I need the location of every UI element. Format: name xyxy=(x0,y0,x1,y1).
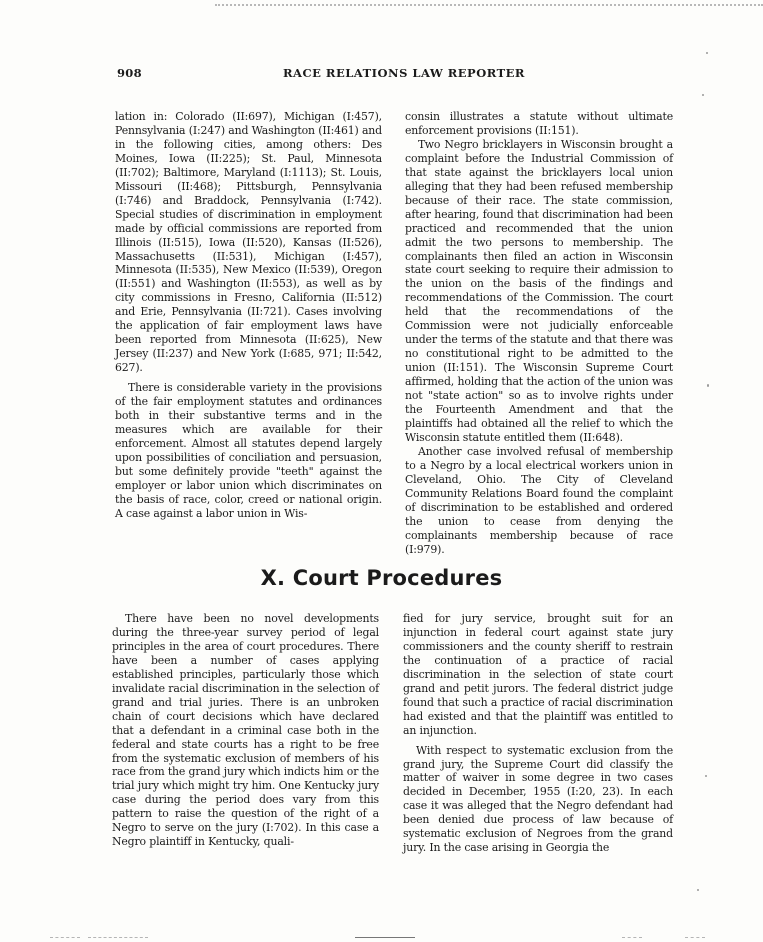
scan-speck xyxy=(702,94,704,96)
section-heading: X. Court Procedures xyxy=(260,566,503,590)
scan-speck xyxy=(697,889,699,891)
scan-top-border xyxy=(215,4,763,6)
lower-right-column xyxy=(403,612,673,855)
paragraph: lation in: Colorado (II:697), Michigan (I:457), Pennsylvania (I:247) and Washington (II:461) and in the following cities, among others: Des Moines, Iowa (II:225); St. Paul, Minnesota (II:702); Baltimore, Maryland (I:1113); St. Louis, Missouri (II:468); Pittsburgh, Pennsylvania (I:746) and Braddock, Pennsylvania (I:742). Special studies of discrimination in employment made by official commissions are reported from Illinois (II:515), Iowa (II:520), Kansas (II:526), Massachusetts (II:531), Michigan (I:457), Minnesota (II:535), New Mexico (II:539), Oregon (II:551) and Washington (II:553), as well as by city commissions in Fresno, California (II:512) and Erie, Pennsylvania (II:721). Cases involving the application of fair employment laws have been reported from Minnesota (II:625), New Jersey (II:237) and New York (I:685, 971; II:542, 627). xyxy=(115,110,382,375)
scan-speck xyxy=(706,52,708,54)
paragraph: With respect to systematic exclusion from the grand jury, the Supreme Court did classify the matter of waiver in some degree in two cases decided in December, 1955 (I:20, 23). In each case it was alleged that the Negro defendant had been denied due process of law because of systematic exclusion of Negroes from the grand jury. In the case arising in Georgia the xyxy=(403,743,673,855)
scan-bottom-mark xyxy=(88,937,148,938)
paragraph: fied for jury service, brought suit for an injunction in federal court against state jury commissioners and the county sheriff to restrain the continuation of a practice of racial discrimination in the selection of state court grand and petit jurors. The federal district judge found that such a practice of racial discrimination had existed and that the plaintiff was entitled to an injunction. xyxy=(403,612,673,737)
paragraph: Another case involved refusal of membership to a Negro by a local electrical workers union in Cleveland, Ohio. The City of Cleveland Community Relations Board found the complaint of discrimination to be established and ordered the union to cease from denying the complainants membership because of race (I:979). xyxy=(405,444,673,556)
scan-bottom-mark xyxy=(622,937,642,938)
upper-left-column xyxy=(115,110,382,521)
paragraph: There have been no novel developments during the three-year survey period of legal principles in the area of court procedures. There have been a number of cases applying established principles, particularly those which invalidate racial discrimination in the selection of grand and trial juries. There is an unbroken chain of court decisions which have declared that a defendant in a criminal case both in the federal and state courts has a right to be free from the systematic exclusion of members of his race from the grand jury which indicts him or the trial jury which might try him. One Kentucky jury case during the period does vary from this pattern to raise the question of the right of a Negro to serve on the jury (I:702). In this case a Negro plaintiff in Kentucky, quali- xyxy=(112,612,379,849)
paragraph: Two Negro bricklayers in Wisconsin brought a complaint before the Industrial Commission of that state against the bricklayers local union alleging that they had been refused membership because of their race. The state commission, after hearing, found that discrimination had been practiced and recommended that the union admit the two persons to membership. The complainants then filed an action in Wisconsin state court seeking to require their admission to the union on the basis of the findings and recommendations of the Commission. The court held that the recommendations of the Commission were not judicially enforceable under the terms of the statute and that there was no constitutional right to be admitted to the union (II:151). The Wisconsin Supreme Court affirmed, holding that the action of the union was not "state action" so as to involve rights under the Fourteenth Amendment and that the plaintiffs had obtained all the relief to which the Wisconsin statute entitled them (II:648). xyxy=(405,137,673,444)
scan-bottom-mark xyxy=(685,937,705,938)
paragraph: consin illustrates a statute without ultimate enforcement provisions (II:151). xyxy=(405,110,673,137)
page-number: 908 xyxy=(117,66,142,80)
paragraph: There is considerable variety in the provisions of the fair employment statutes and ordinances both in their substantive terms and in the measures which are available for their enforcement. Almost all statutes depend largely upon possibilities of conciliation and persuasion, but some definitely provide "teeth" against the employer or labor union which discriminates on the basis of race, color, creed or national origin. A case against a labor union in Wis- xyxy=(115,381,382,520)
scan-bottom-mark xyxy=(355,937,415,938)
scan-bottom-mark xyxy=(50,937,80,938)
scan-speck xyxy=(707,384,709,387)
running-head: RACE RELATIONS LAW REPORTER xyxy=(283,66,525,80)
lower-left-column xyxy=(112,612,379,849)
upper-right-column xyxy=(405,110,673,557)
scan-speck xyxy=(705,775,707,777)
